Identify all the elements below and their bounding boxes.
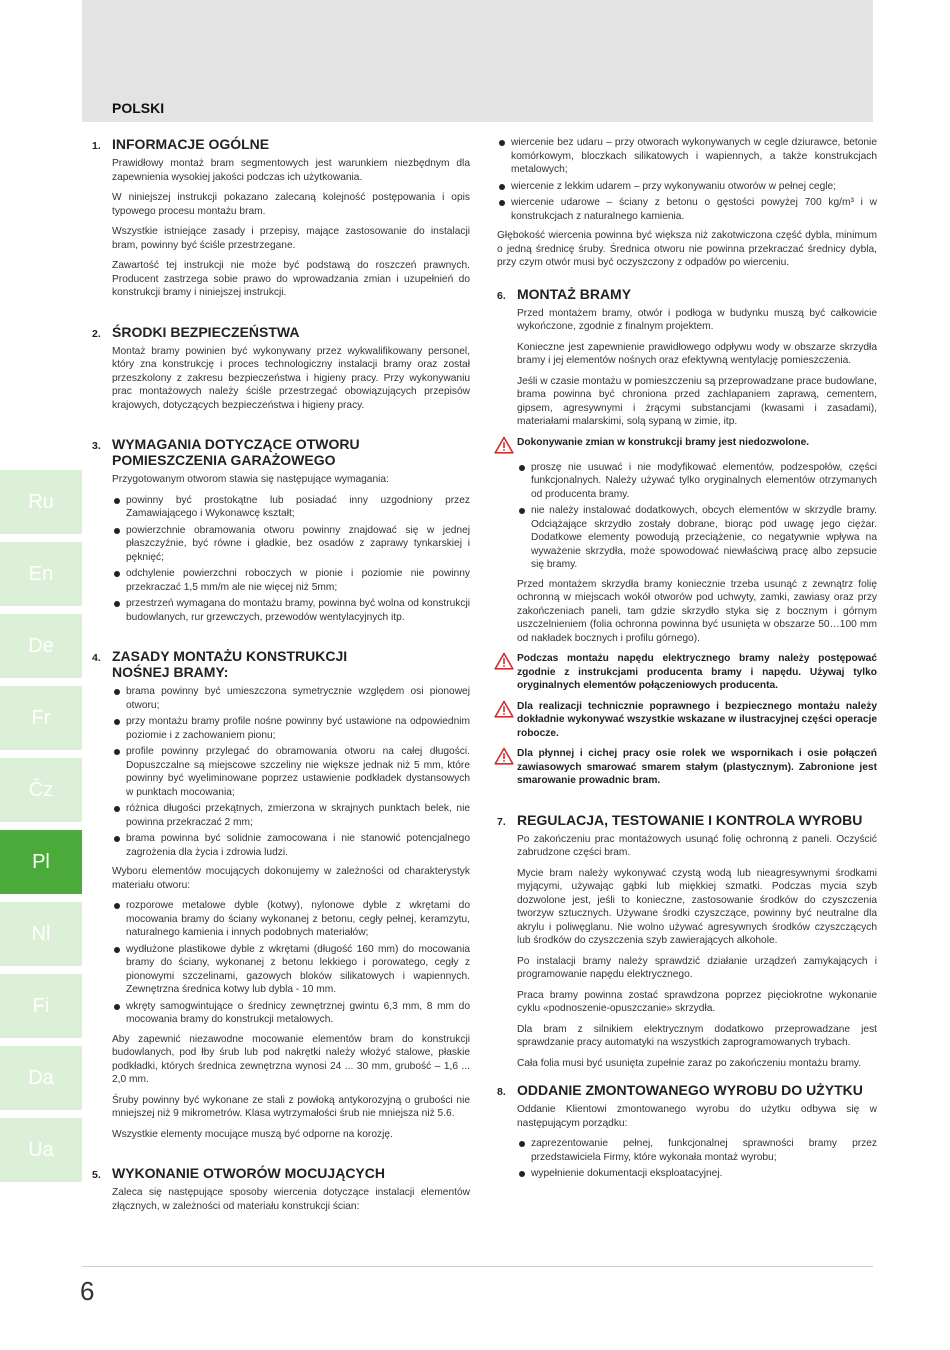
list-item: przy montażu bramy profile nośne powinny być ustawione na odpowiednim poziomie i z zachowaniem pionu; <box>112 715 470 742</box>
paragraph: Głębokość wiercenia powinna być większa niż zakotwiczona część dybla, minimum o jedną średnicę śruby. Średnica otworu nie powinna przekraczać średnicy dybla, przy czym otwór musi być oczyszczony z odpadów po wierceniu. <box>497 230 877 268</box>
section-opening-requirements <box>92 436 470 624</box>
list-item: wiercenie bez udaru – przy otworach wykonywanych w cegle dziurawce, betonie komórkowym, bloczkach silikatowych i wapiennych, a także konstrukcjach metalowych; <box>497 136 877 177</box>
section-general-info <box>92 136 470 300</box>
section-safety <box>92 324 470 413</box>
paragraph: Cała folia musi być usunięta zupełnie zaraz po zakończeniu montażu bramy. <box>517 1057 862 1069</box>
list-item: wydłużone plastikowe dyble z wkrętami (długość 160 mm) do mocowania bramy do ściany, wykonanej z betonu lekkiego i porowatego, cegły z pionowymi szczelinami, gazowych bloków silikatowych i wapiennych. Zewnętrzna średnica kotwy lub dybla - 10 mm. <box>112 943 470 997</box>
list-item: brama powinny być umieszczona symetrycznie względem osi pionowej otworu; <box>112 685 470 712</box>
paragraph: Mycie bram należy wykonywać czystą wodą lub nieagresywnymi środkami myjącymi, używając gąbki lub miękkiej szmatki. Podczas mycia szyb dozwolone jest, jeśli to konieczne, zastosowanie środków do czyszczenia tworzyw sztucznych. Używane środki czyszczące, powinny być neutralne dla akrylu i poliwęglanu. Nie wolno używać agresywnych środków czyszczących lub środków do czyszczenia szyb zawierających alkohole. <box>517 867 877 946</box>
list-item: powinny być prostokątne lub posiadać inny uzgodniony przez Zamawiającego i Wykonawcę kształt; <box>112 494 470 521</box>
section-number: 2. <box>92 327 101 340</box>
paragraph: Po zakończeniu prac montażowych usunąć folię ochronną z paneli. Oczyścić zabrudzone części bram. <box>517 833 877 858</box>
list-item: wiercenie udarowe – ściany z betonu o gęstości powyżej 700 kg/m³ i w konstrukcjach z naturalnego kamienia. <box>497 196 877 223</box>
paragraph: Przed montażem bramy, otwór i podłoga w budynku muszą być całkowicie wykończone, zgodnie z finalnym projektem. <box>517 307 877 332</box>
right-column <box>497 136 877 1205</box>
paragraph: Przygotowanym otworom stawia się następujące wymagania: <box>112 474 389 485</box>
warning-note <box>517 652 877 693</box>
language-tab-pl[interactable]: Pl <box>0 830 82 894</box>
left-column <box>92 136 470 1237</box>
page-number: 6 <box>80 1276 95 1306</box>
language-tab-nl[interactable]: Nl <box>0 902 82 966</box>
list-item: powierzchnie obramowania otworu powinny znajdować się w jednej płaszczyźnie, być równe i gładkie, bez osadów z zaprawy tynkarskiej i pęknięć; <box>112 524 470 565</box>
paragraph: Po instalacji bramy należy sprawdzić działanie urządzeń zamykających i programowanie napędu elektrycznego. <box>517 955 877 980</box>
section-title: MONTAŻ BRAMY <box>517 285 632 302</box>
section-number: 4. <box>92 652 101 664</box>
warning-text: Podczas montażu napędu elektrycznego bramy należy postępować zgodnie z instrukcjami producenta bramy i napędu. Używaj tylko oryginalnych elementów połączeniowych producenta. <box>517 653 877 691</box>
section-title <box>112 436 360 468</box>
section-title: WYKONANIE OTWORÓW MOCUJĄCYCH <box>112 1165 385 1181</box>
section-number: 3. <box>92 440 101 452</box>
language-tabs <box>0 470 82 1190</box>
list-item: brama powinna być solidnie zamocowana i nie stanowić potencjalnego zagrożenia dla życia i zdrowia ludzi. <box>112 832 470 859</box>
section-number: 8. <box>497 1086 506 1098</box>
paragraph: Aby zapewnić niezawodne mocowanie elementów bram do konstrukcji budowlanych, pod łby śrub lub pod nakrętki należy włożyć stalowe, płaskie podkładki, których średnica zewnętrzna wynosi 24 ... 30 mm, grubość – 1,6 ... 2,0 mm. <box>112 1033 470 1085</box>
paragraph: Wszystkie elementy mocujące muszą być odporne na korozję. <box>112 1128 393 1140</box>
language-tab-fr[interactable]: Fr <box>0 686 82 750</box>
language-tab-ru[interactable]: Ru <box>0 470 82 534</box>
bullet-list <box>112 899 470 1027</box>
list-item: profile powinny przylegać do obramowania otworu na całej długości. Dopuszczalne są miejscowe szczeliny nie większe jednak niż 5 mm, które powinny być wyeliminowane poprzez ustawienie podkładek dystansowych w punktach mocowania; <box>112 745 470 799</box>
bullet-list <box>517 461 877 572</box>
header-band <box>82 0 873 122</box>
warning-note <box>517 436 877 454</box>
list-item: nie należy instalować dodatkowych, obcych elementów w skrzydle bramy. Odciążające skrzydło zostały dobrane, biorąc pod uwagę jego ciężar. Dodatkowe elementy powodują przeciążenie, co negatywnie wpływa na wyważenie skrzydła, może spowodować niewłaściwą pracę albo zepsucie się bramy. <box>517 504 877 572</box>
language-tab-da[interactable]: Da <box>0 1046 82 1110</box>
paragraph: W niniejszej instrukcji pokazano zalecaną kolejność postępowania i opis typowego procesu montażu bram. <box>112 192 470 217</box>
section-title-line: POMIESZCZENIA GARAŻOWEGO <box>112 452 336 468</box>
list-item: zaprezentowanie pełnej, funkcjonalnej sprawności bramy przez przedstawiciela Firmy, które wykonała montaż wyrobu; <box>517 1137 877 1164</box>
list-item: wypełnienie dokumentacji eksploatacyjnej. <box>517 1167 877 1181</box>
list-item: rozporowe metalowe dyble (kotwy), nylonowe dyble z wkrętami do mocowania bramy do ściany wykonanej z betonu, cegły pełnej, keramzytu, naturalnego kamienia i innych podobnych materiałów; <box>112 899 470 940</box>
section-drilling <box>92 1165 470 1213</box>
paragraph: Prawidłowy montaż bram segmentowych jest warunkiem niezbędnym dla zapewnienia wysokiej jakości podczas ich użytkowania. <box>112 158 470 183</box>
paragraph: Jeśli w czasie montażu w pomieszczeniu są przeprowadzane prace budowlane, brama powinna być chroniona przed zachlapaniem zaprawą, cementem, gipsem, agresywnymi i żrącymi substancjami (kwasami i zasadami), materiałami malarskimi, solą sypaną w zimie, itp. <box>517 375 877 427</box>
paragraph: Oddanie Klientowi zmontowanego wyrobu do użytku odbywa się w następującym porządku: <box>517 1104 877 1129</box>
paragraph: Wszystkie istniejące zasady i przepisy, mające zastosowanie do instalacji bram, powinny być ściśle przestrzegane. <box>112 226 470 251</box>
warning-text: Dla płynnej i cichej pracy osie rolek we wspornikach i osie połączeń zawiasowych smarować smarem stałym (plastycznym). Zabronione jest smarowanie prowadnic bram. <box>517 748 877 786</box>
paragraph: Dla bram z silnikiem elektrycznym dodatkowo przeprowadzane jest sprawdzanie pracy automatyki na wszystkich zaprogramowanych trybach. <box>517 1023 877 1048</box>
warning-triangle-icon <box>494 747 514 788</box>
bullet-list <box>112 685 470 859</box>
section-adjustment-testing <box>497 812 877 1071</box>
paragraph: Praca bramy powinna zostać sprawdzona poprzez pięciokrotne wykonanie cyklu «podnoszenie-opuszczanie» skrzydła. <box>517 989 877 1014</box>
section-handover <box>497 1082 877 1181</box>
paragraph: Montaż bramy powinien być wykonywany przez wykwalifikowany personel, który zna konstrukcję i proces technologiczny instalacji bramy oraz został przeszkolony z zakresu bezpieczeństwa i higieny pracy. Przy wykonywaniu prac montażowych należy ściśle przestrzegać obowiązujących przepisów krajowych, dotyczących bezpieczeństwa i higieny pracy. <box>112 345 470 411</box>
paragraph: Przed montażem skrzydła bramy koniecznie trzeba usunąć z zewnątrz folię ochronną w miejscach wokół otworów pod uchwyty, zamki, zawiasy oraz przy zakończeniach paneli, tam gdzie skrzydło styka się z bocznym i górnym uszczelnieniem (folia ochronna powinna być usunięta w obszarze 50…100 mm od nakładek bocznych i profilu górnego). <box>517 578 877 644</box>
bullet-list <box>517 1137 877 1181</box>
warning-note <box>517 700 877 741</box>
section-mounting-rules <box>92 648 470 1141</box>
section-number: 5. <box>92 1169 101 1181</box>
section-number: 6. <box>497 289 506 302</box>
language-tab-fi[interactable]: Fi <box>0 974 82 1038</box>
warning-text: Dla realizacji technicznie poprawnego i bezpiecznego montażu należy dokładnie wykonywać wszystkie wskazane w ilustracyjnej części operacje robocze. <box>517 700 877 739</box>
section-title: INFORMACJE OGÓLNE <box>112 136 270 152</box>
section-title-line: WYMAGANIA DOTYCZĄCE OTWORU <box>112 436 360 452</box>
paragraph: Konieczne jest zapewnienie prawidłowego odpływu wody w obszarze skrzydła bramy i jej elementów nośnych oraz efektywną wentylację pomieszczenia. <box>517 341 877 366</box>
footer-divider <box>82 1266 873 1267</box>
section-title-line: ZASADY MONTAŻU KONSTRUKCJI <box>112 648 348 664</box>
paragraph: Wyboru elementów mocujących dokonujemy w zależności od charakterystyk materiału otworu: <box>112 866 470 891</box>
list-item: przestrzeń wymagana do montażu bramy, powinna być wolna od konstrukcji budowlanych, rur grzewczych, przewodów wentylacyjnych itp. <box>112 597 470 624</box>
paragraph: Zawartość tej instrukcji nie może być podstawą do roszczeń prawnych. Producent zastrzega sobie prawo do wprowadzania zmian i uzupełnień do konstrukcji bramy i niniejszej instrukcji. <box>112 260 470 298</box>
warning-triangle-icon <box>494 436 514 454</box>
list-item: proszę nie usuwać i nie modyfikować elementów, podzespołów, części funkcjonalnych. Należy używać tylko oryginalnych elementów otrzymanych od producenta bramy. <box>517 461 877 502</box>
language-tab-de[interactable]: De <box>0 614 82 678</box>
section-gate-mounting <box>497 286 877 788</box>
list-item: odchylenie powierzchni roboczych w pionie i poziomie nie powinny przekraczać 1,5 mm/m ale nie więcej niż 5mm; <box>112 567 470 594</box>
bullet-list <box>112 494 470 625</box>
section-title-line: NOŚNEJ BRAMY: <box>112 664 229 680</box>
list-item: różnica długości przekątnych, zmierzona w skrajnych punktach belek, nie powinna przekraczać 2 mm; <box>112 802 470 829</box>
language-tab-ua[interactable]: Ua <box>0 1118 82 1182</box>
list-item: wkręty samogwintujące o średnicy zewnętrznej gwintu 6,3 mm, 8 mm do mocowania bramy do konstrukcji metalowych. <box>112 1000 470 1027</box>
section-number: 1. <box>92 140 101 152</box>
section-number: 7. <box>497 815 506 828</box>
warning-triangle-icon <box>494 700 514 741</box>
warning-text: Dokonywanie zmian w konstrukcji bramy jest niedozwolone. <box>517 436 810 448</box>
section-drilling-continued <box>497 136 877 270</box>
language-tab-en[interactable]: En <box>0 542 82 606</box>
section-title: ODDANIE ZMONTOWANEGO WYROBU DO UŻYTKU <box>517 1082 863 1098</box>
section-title: ŚRODKI BEZPIECZEŃSTWA <box>112 323 300 340</box>
list-item: wiercenie z lekkim udarem – przy wykonywaniu otworów w pełnej cegle; <box>497 180 877 194</box>
paragraph: Śruby powinny być wykonane ze stali z powłoką antykorozyjną o grubości nie mniejszej niż 9 mikrometrów. Klasa wytrzymałości śrub nie mniejsza niż 5.6. <box>112 1094 470 1119</box>
section-title <box>112 648 347 680</box>
warning-triangle-icon <box>494 652 514 693</box>
language-heading: POLSKI <box>112 100 165 116</box>
language-tab-cz[interactable]: Čz <box>0 758 82 822</box>
bullet-list <box>497 136 877 223</box>
paragraph: Zaleca się następujące sposoby wiercenia dotyczące instalacji elementów złącznych, w zależności od materiału konstrukcji ścian: <box>112 1187 470 1212</box>
warning-note <box>517 747 877 788</box>
section-title: REGULACJA, TESTOWANIE I KONTROLA WYROBU <box>517 811 863 828</box>
